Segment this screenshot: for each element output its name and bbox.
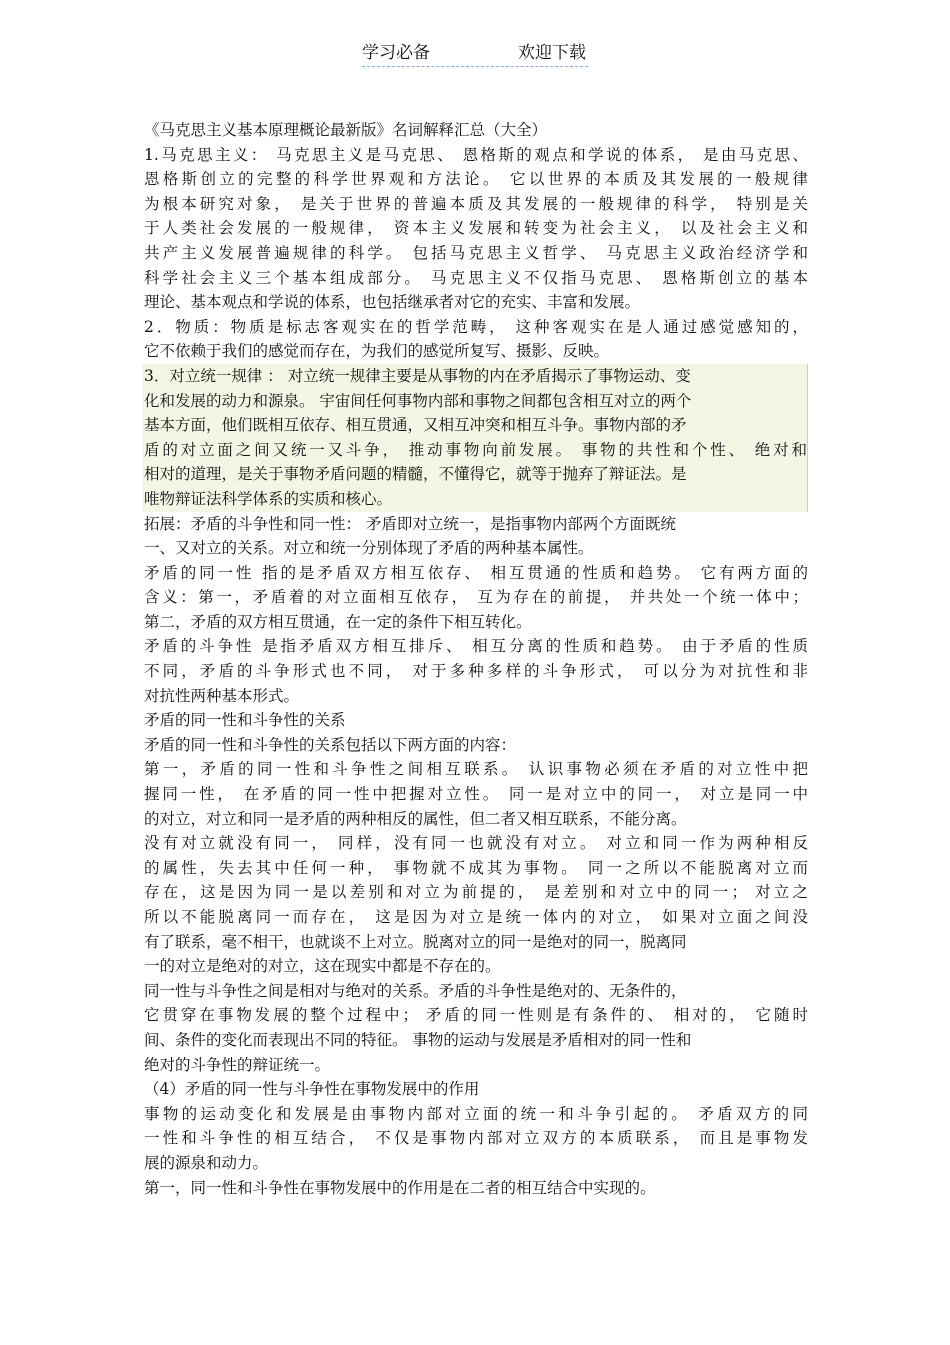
- text-line: 第二，矛盾的双方相互贯通，在一定的条件下相互转化。: [144, 612, 532, 631]
- text-line: 不同，矛盾的斗争形式也不同， 对于多种多样的斗争形式， 可以分为对抗性和非: [144, 662, 808, 681]
- header-right-text: 欢迎下载: [518, 43, 586, 63]
- text-line: 同一性与斗争性之间是相对与绝对的关系。矛盾的斗争性是绝对的、无条件的，: [144, 981, 687, 1000]
- text-line: 它不依赖于我们的感觉而存在，为我们的感觉所复写、摄影、反映。: [144, 342, 610, 361]
- text-line: 一性和斗争性的相互结合， 不仅是事物内部对立双方的本质联系， 而且是事物发: [144, 1129, 808, 1148]
- text-line: 没有对立就没有同一， 同样，没有同一也就没有对立。 对立和同一作为两种相反: [144, 834, 808, 853]
- text-line: 矛盾的同一性和斗争性的关系包括以下两方面的内容：: [144, 735, 517, 754]
- text-line: 科学社会主义三个基本组成部分。 马克思主义不仅指马克思、 恩格斯创立的基本: [144, 268, 808, 287]
- text-line: 对抗性两种基本形式。: [144, 686, 300, 705]
- text-line: 拓展：矛盾的斗争性和同一性： 矛盾即对立统一，是指事物内部两个方面既统: [144, 514, 676, 533]
- text-line: 恩格斯创立的完整的科学世界观和方法论。 它以世界的本质及其发展的一般规律: [144, 170, 808, 189]
- text-line: 绝对的斗争性的辩证统一。: [144, 1055, 331, 1074]
- text-line: 存在，这是因为同一是以差别和对立为前提的， 是差别和对立中的同一； 对立之: [144, 883, 808, 902]
- text-line: 有了联系，毫不相干，也就谈不上对立。脱离对立的同一是绝对的同一，脱离同: [144, 932, 687, 951]
- text-line: 共产主义发展普遍规律的科学。 包括马克思主义哲学、 马克思主义政治经济学和: [144, 243, 808, 262]
- text-line: 间、条件的变化而表现出不同的特征。 事物的运动与发展是矛盾相对的同一性和: [144, 1030, 692, 1049]
- text-line: （4）矛盾的同一性与斗争性在事物发展中的作用: [144, 1080, 480, 1099]
- text-line: 3．对立统一规律 ： 对立统一规律主要是从事物的内在矛盾揭示了事物运动、变: [142, 364, 808, 389]
- text-line: 第一，同一性和斗争性在事物发展中的作用是在二者的相互结合中实现的。: [144, 1178, 656, 1197]
- text-line: 事物的运动变化和发展是由事物内部对立面的统一和斗争引起的。 矛盾双方的同: [144, 1104, 808, 1123]
- text-line: 一的对立是绝对的对立，这在现实中都是不存在的。: [144, 957, 501, 976]
- text-line: 《马克思主义基本原理概论最新版》名词解释汇总（大全）: [144, 121, 548, 139]
- text-line: 2．物质：物质是标志客观实在的哲学范畴， 这种客观实在是人通过感觉感知的，: [144, 317, 808, 336]
- document-body: [144, 118, 808, 1200]
- text-line: 唯物辩证法科学体系的实质和核心。: [142, 487, 808, 512]
- text-line: 基本方面，他们既相互依存、相互贯通，又相互冲突和相互斗争。事物内部的矛: [142, 413, 808, 438]
- text-line: 所以不能脱离同一而存在， 这是因为对立是统一体内的对立， 如果对立面之间没: [144, 908, 808, 926]
- text-line: 为根本研究对象， 是关于世界的普遍本质及其发展的一般规律的科学， 特别是关: [144, 194, 808, 213]
- text-line: 展的源泉和动力。: [144, 1153, 269, 1172]
- text-line: 它贯穿在事物发展的整个过程中； 矛盾的同一性则是有条件的、 相对的， 它随时: [144, 1006, 808, 1025]
- text-line: 相对的道理，是关于事物矛盾问题的精髓，不懂得它，就等于抛弃了辩证法。是: [142, 462, 808, 487]
- text-line: 第一，矛盾的同一性和斗争性之间相互联系。 认识事物必须在矛盾的对立性中把: [144, 760, 808, 779]
- header-left-text: 学习必备: [362, 43, 430, 63]
- text-line: 理论、基本观点和学说的体系，也包括继承者对它的充实、丰富和发展。: [144, 293, 641, 312]
- text-line: 1.马克思主义： 马克思主义是马克思、 恩格斯的观点和学说的体系， 是由马克思、: [144, 145, 808, 164]
- text-line: 的属性，失去其中任何一种， 事物就不成其为事物。 同一之所以不能脱离对立而: [144, 858, 808, 877]
- text-line: 盾的对立面之间又统一又斗争， 推动事物向前发展。 事物的共性和个性、 绝对和: [142, 438, 808, 463]
- text-line: 矛盾的斗争性 是指矛盾双方相互排斥、 相互分离的性质和趋势。 由于矛盾的性质: [144, 637, 808, 656]
- text-line: 握同一性， 在矛盾的同一性中把握对立性。 同一是对立中的同一， 对立是同一中: [144, 785, 808, 804]
- text-line: 含义：第一，矛盾着的对立面相互依存， 互为存在的前提， 并共处一个统一体中；: [144, 588, 808, 607]
- text-line: 矛盾的同一性和斗争性的关系: [144, 711, 346, 730]
- text-line: 化和发展的动力和源泉。 宇宙间任何事物内部和事物之间都包含相互对立的两个: [142, 389, 808, 414]
- text-line: 矛盾的同一性 指的是矛盾双方相互依存、 相互贯通的性质和趋势。 它有两方面的: [144, 563, 808, 582]
- text-line: 的对立，对立和同一是矛盾的两种相反的属性，但二者又相互联系，不能分离。: [144, 809, 687, 828]
- text-line: 于人类社会发展的一般规律， 资本主义发展和转变为社会主义， 以及社会主义和: [144, 219, 808, 238]
- page-header: [362, 40, 588, 67]
- text-line: 一、又对立的关系。对立和统一分别体现了矛盾的两种基本属性。: [144, 539, 594, 558]
